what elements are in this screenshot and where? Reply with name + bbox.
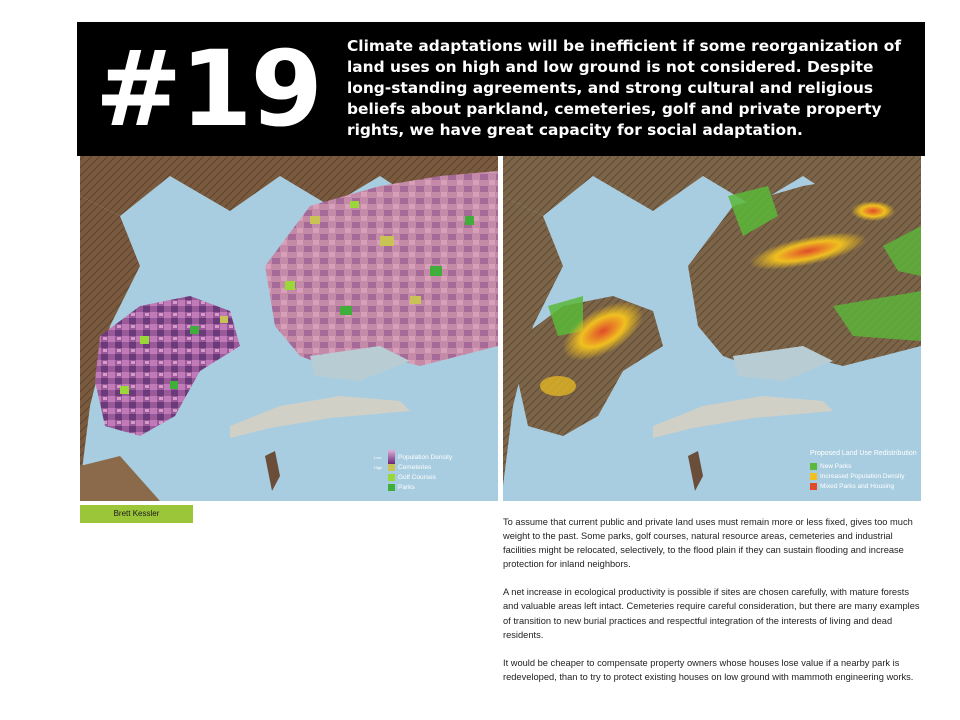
author-tag: Brett Kessler — [80, 505, 193, 523]
legend-label: New Parks — [820, 462, 852, 470]
legend-row — [374, 472, 452, 482]
new-parks-swatch — [810, 463, 817, 470]
legend-label: Parks — [398, 483, 415, 491]
legend-label: Increased Population Density — [820, 472, 905, 480]
right-map-legend — [810, 450, 917, 491]
legend-row — [374, 462, 452, 472]
legend-label: Golf Courses — [398, 473, 436, 481]
mixed-parks-housing-swatch — [810, 483, 817, 490]
legend-row — [810, 481, 917, 491]
header-banner — [77, 22, 925, 156]
increased-density-swatch — [810, 473, 817, 480]
legend-row — [810, 461, 917, 471]
legend-row — [810, 471, 917, 481]
legend-high-label: High — [374, 464, 383, 470]
legend-label: Mixed Parks and Housing — [820, 482, 895, 490]
paragraph: It would be cheaper to compensate property owners whose houses lose value if a nearby park is redeveloped, than to try to protect existing houses on low ground with mammoth engineering works. — [503, 657, 914, 682]
cemeteries-swatch — [388, 464, 395, 471]
existing-land-use-map — [80, 156, 498, 501]
slide-number: #19 — [95, 28, 321, 150]
proposed-land-use-map — [503, 156, 921, 501]
legend-low-label: Low — [374, 454, 382, 460]
parks-swatch — [388, 484, 395, 491]
left-map-legend — [374, 452, 452, 492]
legend-title: Proposed Land Use Redistribution — [810, 450, 917, 457]
existing-land-use-map-graphic — [80, 156, 498, 501]
legend-row — [374, 482, 452, 492]
legend-label: Cemeteries — [398, 463, 432, 471]
paragraph: A net increase in ecological productivity is possible if sites are chosen carefully, with mature forests and valuable areas left intact. Cemeteries require careful consideration, but there are many examples of transition to new burial practices and respectful integration of the interests of living and dead residents. — [503, 587, 920, 640]
legend-row — [374, 452, 452, 462]
paragraph: To assume that current public and private land uses must remain more or less fixed, gives too much weight to the past. Some parks, golf courses, natural resource areas, cemeteries and industrial facilities might be relocated, selectively, to the flood plain if they can sustain flooding and increase protection for inland neighbors. — [503, 517, 913, 570]
headline: Climate adaptations will be inefficient if some reorganization of land uses on high and low ground is not considered. Despite long-standing agreements, and strong cultural and religious beliefs about parkland, cemeteries, golf and private property rights, we have great capacity for social adaptation. — [347, 37, 902, 139]
legend-label: Population Density — [398, 453, 453, 461]
body-text — [503, 515, 925, 698]
golf-courses-swatch — [388, 474, 395, 481]
density-ramp-swatch — [388, 450, 395, 464]
